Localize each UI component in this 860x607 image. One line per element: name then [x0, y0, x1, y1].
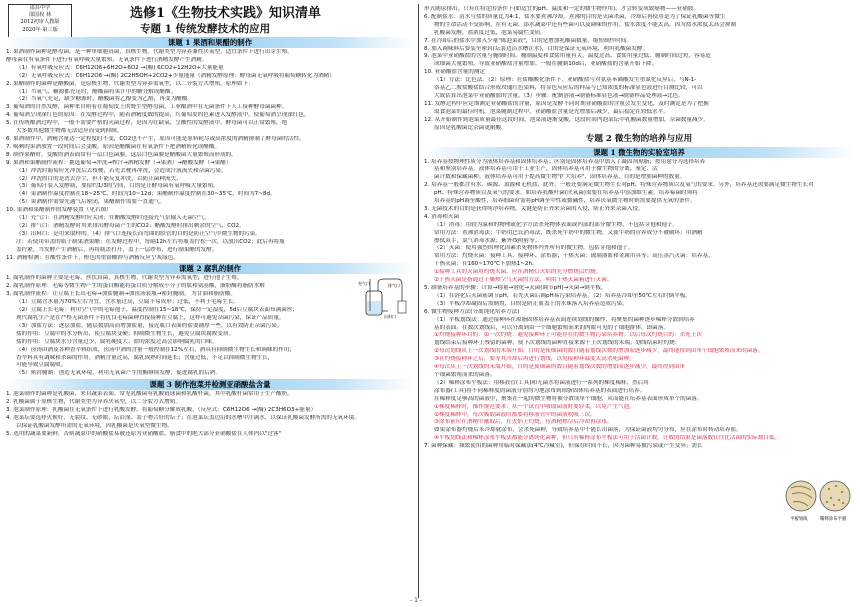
content-line: 4. 消毒和灭菌 [424, 213, 460, 220]
content-line: 大多数其他微生物都无法适应而受到抑制。 [16, 128, 123, 135]
content-line: （3）葡萄汁装入发酵瓶，要留约1/3的空间，目的是让酵母菌有氧呼吸大量繁殖。 [16, 183, 219, 190]
content-line: ③涂布前应在酒精中蘸取后，在火焰上灼烧，待酒精燃尽后冷却再涂布。 [434, 419, 613, 426]
content-line: （1）方法：比色法。（2）原理：在盐酸酸化条件下，亚硝酸盐与对氨基苯磺酸发生重氮化反应后，与N-1- [434, 77, 697, 84]
content-line: 盖拧紧。当发酵产生酒精后，再将瓶盖打开，盖上一层纱布，进行制果醋的发酵。 [16, 246, 218, 253]
content-line: 在稀释度足够高的菌液中，聚集在一起的微生物将被分散成单个细胞，从而能在培养基表面形成单个的菌落。 [434, 395, 703, 402]
section-body-pickles [6, 391, 414, 438]
spread-plate-icon [820, 481, 850, 511]
content-line: （5）果酒制作需要先通气后密闭，果醋制作需要一直通气。 [16, 199, 165, 206]
content-line: 1. 培养基按物理性质分为液体培养基和固体培养基；区别是固体培养基中加入了凝固剂琼脂；按用途分为选择培养 [424, 158, 706, 165]
section-heading-fruit-wine: 课题 1 果酒和果醋的制作 [6, 37, 414, 48]
page-title: 选修1《生物技术实践》知识清单 [130, 6, 322, 21]
content-line: （5）密封腌制：创造无氧环境，利用无氧菌产生的酶继续发酵，促进腐乳的后熟。 [16, 370, 221, 377]
content-line: 涂布器(工具)将不同稀释度的菌液分别均匀地涂布到琼脂固体培养基的表面进行培养。 [434, 387, 646, 394]
content-line: ②每次划线从上一次划线的末端开始，目的是使细菌的数目随着划线次数的增加而逐步减少，最终能得到由单个细胞繁殖而来的菌落。 [434, 348, 764, 355]
content-line: 2. 培养基一般都含有水、碳源、氮源和无机盐，此外，一般还要满足微生物生长对pH、特殊营养物质以及氧气的要求。另外，培养基还需要满足微生物生长对 [424, 182, 814, 189]
content-line: 如果涂布器灼烧后未冷却就涂布，会杀死菌种，导致培养基中不能长出菌落，为保证菌液均匀分布，应在涂布时转动培养皿。 [434, 427, 742, 434]
content-line: pH、特殊营养物质以及氧气的要求。如培养乳酸杆菌(厌氧菌)需要在培养基中添加维生素，培养霉菌时须将 [434, 190, 698, 197]
content-line: 酵母菌在有氧条件下进行有氧呼吸大量繁殖，无氧条件下进行酒精发酵产生酒精。 [6, 56, 208, 63]
content-line: 3. 泡菜制作原理：乳酸菌在无氧条件下进行乳酸发酵，将葡萄糖分解成乳酸。（反应式：C6H12O6 →(酶) 2C3H6O3+能量） [6, 407, 317, 414]
right-column [424, 6, 854, 451]
content-line: 9. 果酒和果醋制作流程：挑选葡萄→冲洗→榨汁→酒精发酵（→果酒）→醋酸发酵（→果醋） [6, 159, 232, 166]
content-line: 基的表面。在数次划线后，可以分离到由一个细胞繁殖而来的肉眼可见的子细胞群体，即菌落。 [434, 324, 669, 331]
content-line: 萘基乙二胺盐酸盐结合形成玫瑰红色染料，将显色反应后的样品与已知浓度的标准显色液进行目测比较，可以 [434, 85, 703, 92]
content-line: （3）出料口：是用来取样的。（4）排气口连接长而弯曲的胶管的目的是防止空气中微生物的污染。 [16, 230, 261, 237]
content-line: ②梯度稀释中，每次吸取菌液时都要将移液管中的菌液吹吸三次。 [434, 411, 596, 418]
content-line: （1）消毒：用较为温和的物理或化学方法杀死物体表面或内部的部分微生物，不包括芽孢和孢子。 [434, 221, 679, 228]
content-line: 大致估算出泡菜中亚硝酸盐的含量。（3）步骤：配制溶液→制备标准显色液→制备样品处理液→比色。 [434, 92, 684, 99]
content-line: 11. 酒精检测：在酸性条件下，橙色的重铬酸钾与酒精反应呈灰绿色。 [6, 254, 179, 261]
content-line: 1. 泡菜制作的菌种是乳酸菌，来自蔬菜表面。常见乳酸菌有乳酸链球菌和乳酸杆菌，其中乳酸杆菌常用于生产酸奶。 [6, 391, 293, 398]
content-line: 3. 无菌技术的目的是获得纯净培养物，关键是防止外来杂菌的入侵，防止外来杂菌入侵。 [424, 205, 644, 212]
content-line: 2. 腐乳制作原理：毛霉等微生物产生的蛋白酶能将蛋白质分解成小分子的肽和氨基酸，脂肪酶将脂肪水解 [6, 283, 265, 290]
section-heading-microbe-culture: 课题 1 微生物的实验室培养 [424, 147, 854, 158]
content-line: 7. 喝剩的果酒放置一段时间后会变酸，原因是醋酸菌在有氧条件下把酒精转化成醋酸。 [6, 143, 221, 150]
content-line: （1）有氧呼吸反应式：C6H12O6+6H2O+6O2 →(酶) 6CO2+12H2O+大量能量 [16, 64, 224, 71]
topic-2-title: 专题 2 微生物的培养与应用 [585, 133, 693, 144]
section-heading-pickles: 课题 3 制作泡菜并检测亚硝酸盐含量 [6, 379, 414, 390]
content-line: 注：若使用带盖的瓶子制果酒果醋：在发酵过程中，每隔12h左右将瓶盖拧松一次，以放出CO2；此后再将瓶 [16, 238, 285, 245]
content-line: 10. 果酒和果醋制作的发酵装置（见右图） [6, 207, 112, 214]
section-body-microbe-culture [424, 159, 854, 452]
content-line: 7. 在冷却后的盐水中加入少量"陈泡菜液"，目的是增加乳酸菌数量，缩短制作时间。 [424, 37, 633, 44]
content-line: （2）豆腐上长毛霉：利用空气中的毛霉孢子，温度控制在15~18℃，保持一定湿度，5d后豆腐块表面布满菌丝； [16, 307, 298, 314]
content-line: 8. 加入调味料后要装至密封(坛装边沿水槽注水)，目的是保证无氧环境，利用乳酸菌发酵。 [424, 45, 649, 52]
content-line: 个细菌繁殖而来的菌落。 [434, 371, 496, 378]
content-line: ①灼烧接种环目的：第一次灼烧：避免接种环上可能存在的微生物污染培养物；以后每次灼烧目的：杀死上次 [434, 332, 702, 339]
content-line: 3. 葡萄酒的自然发酵，菌种来自附着在葡萄皮上的野生型酵母菌，工业酿酒中在无菌条件下人工接种酵母菌菌种。 [6, 104, 288, 111]
content-line: 香辛料具有调味和杀菌的作用。酒精含量过高，腐乳成熟时间延长；含量过低，不足以抑制微生物生长， [16, 354, 274, 361]
spread-plate-caption: 稀释涂布平板 [820, 517, 847, 522]
content-line: 成细菌大量繁殖，导致亚硝酸盐含量增加。一般在腌制10d后，亚硝酸盐的含量开始下降。 [434, 61, 658, 68]
content-line: 盐的作用：豆腐块水分含量过少，腐乳硬度大；盐的浓度过高会影响腐乳的口味。 [16, 338, 218, 345]
section-heading-fermented-tofu: 课题 2 腐乳的制作 [6, 263, 414, 274]
content-line: 5. 选用的蔬菜要新鲜，否则蔬菜中的硝酸盐易被还原为亚硝酸盐，膳食中的绝大部分亚硝酸盐在人体内以"过客" [6, 430, 282, 437]
left-column [6, 36, 414, 439]
content-line: （1）在溶化后灭菌前调节pH，若先灭菌后调pH易污染培养基。（2）培养基冷却至50℃左右时倒平板。 [434, 292, 691, 299]
pickles-continued [424, 6, 854, 133]
content-line: （1）豆腐含水量为70%左右为宜，含水量过高，豆腐不易成形；过低，不利于毛霉生长。 [16, 299, 239, 306]
streak-plate-caption: 平板划线 [790, 517, 808, 522]
content-line: 6. 果酒制作中，酒精含量达一定程度时不变，CO2也不产生，原因可能是原料耗尽或高浓度的酒精抑制了酵母菌的活性。 [6, 135, 305, 142]
page-number: - 1 - [410, 597, 422, 604]
content-line: 10. 亚硝酸盐含量的测定 [424, 69, 486, 76]
content-line: 可能导致豆腐腐败。 [16, 362, 67, 369]
outlet-label: 排气口 [388, 283, 400, 288]
streak-plate-icon [786, 481, 816, 511]
section-body-fermented-tofu [6, 275, 414, 378]
content-line: （2）灭菌：使用强烈的理化因素杀死物体内外所有的微生物，包括芽孢和孢子。 [434, 245, 634, 252]
content-line: 擦拭双手，氯气消毒水源；紫外线照射等。 [434, 237, 541, 244]
version-note: 2020年·第三版 [22, 26, 58, 33]
content-line: 划线结束后接种环上残留的菌种，使下次划线的菌种直接来源于上次划线的末端；划线结束时灼烧： [434, 340, 681, 347]
content-line: 9. 泡菜中亚硝酸盐的含量与腌制时间、腌制温度和食盐用量有关。温度过高、食盐用量过低、腌制时间过短，容易造 [424, 53, 711, 60]
topic-1-title: 专题 1 传统发酵技术的应用 [140, 23, 271, 35]
content-line: ①梯度稀释时，操作规范要求：从一个试管中吸取菌液时要轻柔，以免产生气泡。 [434, 403, 635, 410]
edition-note: 2012初审人教版 [20, 19, 60, 26]
content-line: 1. 果酒制作菌种是酵母菌，是一种单细胞真菌，真核生物。代谢类型为异养兼性厌氧型，适宜条件下进行出芽生殖。 [6, 49, 293, 55]
content-line: 形式随尿排出，只有在特定的条件下(如适宜的pH、温度和一定的微生物作用)，才会转变成致癌物——亚硝胺。 [424, 6, 700, 12]
content-line: 11. 发酵过程中应定期测定亚硝酸盐的含量，原因是发酵不同时期亚硝酸盐的含量会发生变化，及时测定是为了把握 [424, 100, 709, 107]
content-line: ①接种工具的灭菌用灼烧灭菌，应在酒精灯火焰的充分燃烧层灼烧。 [434, 269, 602, 276]
content-line: （4）卤汤由酒及各种香辛料组成，卤汤中酒的含量一般控制在12%左右，酒具有抑制微生物生长和调味的作用； [16, 346, 295, 353]
content-line: 盐的作用：豆腐中的水分析出，使豆腐块变硬；抑制微生物生长，避免豆腐块腐败变质。 [16, 330, 235, 337]
content-line: 培养基的pH调至酸性，培养细菌时需将pH调至中性或微碱性，培养厌氧微生物时则需要提供无氧的条件。 [434, 198, 696, 205]
content-line: 1. 腐乳制作的菌种主要是毛霉，丝状真菌，真核生物，代谢类型为异养需氧型，进行孢子生殖。 [6, 275, 243, 282]
content-line: 4. 泡菜坛要选择火候好、无裂纹、无砂眼、坛沿深、盖子吻合好的坛子；在泡菜坛盖边沿的水槽中注满水，以保证乳酸菌发酵所需的无氧环境。 [6, 414, 360, 421]
content-line: ④每次从上一次划线的末端开始，目的是使细菌的数目随着划线次数的增加而逐步减少，最终得到由单 [434, 364, 686, 371]
content-line: 12. 从开始制作到泡菜质量最佳这段时间，泡菜液逐渐变酸，这段时间内泡菜坛中乳酸菌数量增加，杂菌数量减少， [424, 116, 709, 123]
content-line: 现代腐乳生产是在严格无菌条件下将优良毛霉菌种直接接种在豆腐上，这样可避免杂菌污染，保证产品质量。 [16, 315, 285, 321]
content-line: （1）平板划线法：通过接种环在琼脂固体培养基表面连续划线的操作，将聚集的菌种逐步稀释分散到培养 [434, 316, 695, 323]
fermentation-apparatus-diagram [358, 275, 408, 319]
content-line: 常用方法：煮沸消毒法；牛奶用巴氏消毒法，既杀死牛奶中的微生物，又使牛奶的营养成分不被破坏；用酒精 [434, 229, 703, 236]
content-line: （2）稀释涂布平板法：用移液管(工具)和无菌水将菌液进行一系列的梯度稀释，然后用 [434, 379, 649, 386]
content-line: 2. 果醋制作的菌种是醋酸菌，是原核生物，代谢类型为异养需氧型，以二分裂方式增殖。原理如下： [6, 80, 254, 87]
content-line: 7. 菌种保藏：频繁使用的菌种用临时保藏法(4℃冷藏室)，但保存时间不长，因为菌种易被污染或产生变异；需长 [424, 443, 703, 450]
content-line: ②干热灭菌是指通过干燥热空气灭菌的方法，利用干热灭菌箱进行灭菌。 [434, 277, 613, 284]
content-line: （2）冲洗的目的是洗去浮尘，但不能反复冲洗，以防止菌种流失。 [16, 175, 182, 182]
column-divider [418, 4, 419, 598]
content-line: 原因是乳酸菌比杂菌更耐酸。 [434, 124, 507, 131]
content-line: （4）果酒制作温度控制在18~25℃，时间为10~12d；果醋制作温度控制在30~35℃，时间为7~8d。 [16, 191, 276, 198]
content-line: ③在灼烧接种环之后，要等其冷却后再进行划线，以免接种环温度太高杀死菌种。 [434, 356, 635, 363]
content-line: 5. 在传统酿酒过程中，一般不需要严格的灭菌过程，是因为在缺氧、呈酸性的发酵液中，酵母菌可以正常繁殖，绝 [6, 120, 288, 127]
petri-plate-figures [784, 472, 852, 538]
sample-label: 出料口 [384, 314, 396, 319]
content-line: 基和鉴别培养基。液体培养基可用于工业生产，固体培养基可用于微生物的分离、鉴定、活 [434, 166, 658, 173]
content-line: ④平板划线法和稀释涂布平板法都能分离纯化菌种，但只有稀释涂布平板法可用于活菌计数，计数的结果是菌落数往往比活菌的实际数目低。 [434, 435, 781, 442]
section-body-fruit-wine [6, 49, 414, 262]
content-line: 常用方法：灼烧灭菌：接种工具、接种环、涂布器；干热灭菌：玻璃器皿和金属用具等；高压蒸汽灭菌：培养基。 [434, 253, 714, 260]
content-line: 物的生命活动不受影响。在有无菌、添水蔬菜中还有些菌可以及调味的作用。盐水浓度不能太高，因为盐水浓度太高会抑制 [434, 21, 737, 28]
content-line: 菌计数和保藏菌种。液体培养基可用于提高微生物"扩大培养"，固体培养基，目的是增加菌种的数量。 [434, 174, 686, 181]
content-line: （1）冲洗时葡萄应先冲洗后去枝梗，若先去梗再冲洗，会造成汁液流失和杂菌污染。 [16, 167, 227, 174]
content-line: （2）排气口：酒精发酵时用来排出酵母菌产生的CO2；醋酸发酵时排出剩余的空气、CO2。 [16, 222, 245, 229]
content-line: 4. 葡萄酒呈现深红色的原因：在发酵过程中，随着酒精度数的提高，红葡萄皮的色素进入发酵液中，使葡萄酒呈现深红色。 [6, 112, 310, 119]
inlet-label: 充气口 [358, 281, 370, 286]
content-line: （1）充气口：在酒精发酵时应关闭；在醋酸发酵时连接充气泵输入无菌空气。 [16, 215, 210, 222]
content-line: 2. 乳酸菌属于原核生物，代谢类型为异养厌氧型，以二分裂方式增殖。 [6, 399, 181, 406]
content-line: 取食泡菜的最佳时机。泡菜腌制过程中，亚硝酸盐含量是先增加后减少，最后稳定在较低水平。 [434, 108, 669, 115]
school-name: 邵县中学 [29, 5, 51, 11]
content-line: 6. 配制盐水：清水与盐的质量比为4:1，盐水要煮沸冷却，煮沸的目的是灭菌杀菌，冷却后再使用是为了保证乳酸菌等微生 [424, 13, 726, 20]
content-line: （2）无氧呼吸反应式：C6H12O6 →(酶) 2C2H5OH+2CO2+少量能量（酒精发酵原理：酵母菌无氧呼吸将葡萄糖转化为酒精） [16, 72, 335, 79]
content-line: 8. 制作果醋时，变酸的酒表面常有一层白色菌膜，这层白色菌膜是醋酸菌大量繁殖而形成的。 [6, 151, 237, 158]
content-line: 干热灭菌：在160~170℃下加热1~2h。 [434, 261, 538, 268]
content-line: 以保证乳酸菌发酵所需的无氧环境，因乳酸菌是厌氧型微生物。 [16, 422, 173, 429]
content-line: （3）平板冷却凝固后需倒置，目的是防止皿盖上的水珠落入培养基造成污染。 [434, 300, 628, 307]
content-line: 6. 微生物接种方法(分离纯化培养方法) [424, 308, 520, 315]
author-name: 邵国权 林 [28, 12, 52, 19]
content-line: 3. 腐乳制作流程：让豆腐上长出毛霉→加盐腌制→加卤汤装瓶→密封腌制。 为甘油和脂肪酸。 [6, 291, 236, 298]
content-line: （1）当氧气、糖源都充足时，醋酸菌将果汁中的糖分解成醋酸。 [16, 88, 177, 95]
content-line: 乳酸菌发酵，盐浓度过低，泡菜易腐烂变质。 [434, 29, 546, 36]
content-line: 5. 制备培养基的步骤：计算→称量→溶化→灭菌(调节pH)→灭菌→倒平板。 [424, 285, 607, 291]
content-line: （3）加盐方法：逐层加盐，随层数加高而增加盐量，接近瓶口表面的盐要铺厚一些，以有效防止杂菌污染。 [16, 322, 283, 329]
content-line: （2）当氧气充足，缺少糖源时，醋酸菌将乙醇变为乙醛，再变为醋酸。 [16, 96, 193, 103]
